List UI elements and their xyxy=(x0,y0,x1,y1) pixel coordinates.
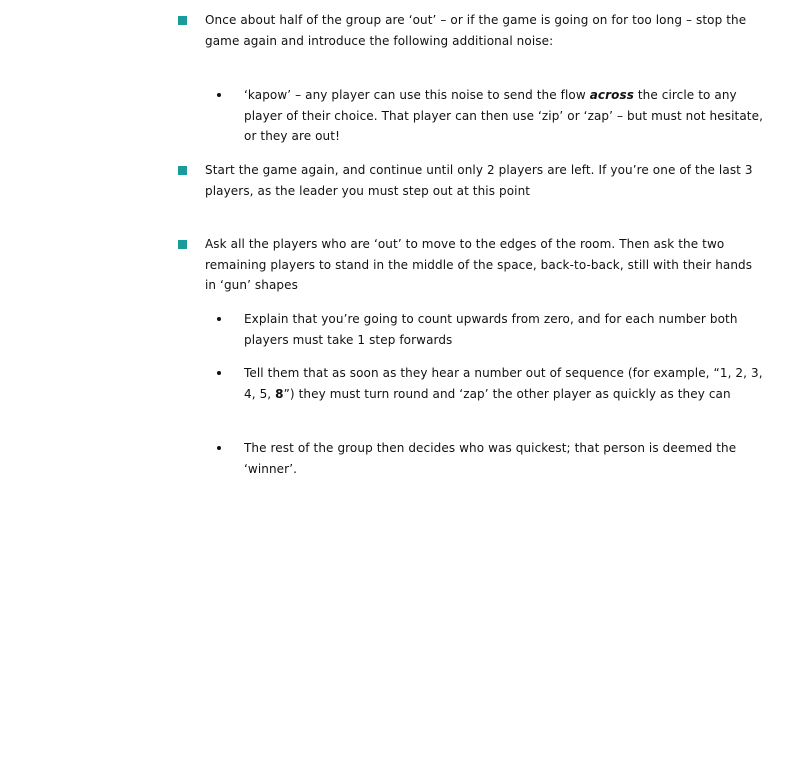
instruction-text: Start the game again, and continue until only 2 players are left. If you’re one of the last 3 players, as the leader you must step out at this point xyxy=(205,163,753,198)
dot-bullet-icon xyxy=(217,371,221,375)
kapow-text-end: the circle to any player of their choice. That player can then use ‘zip’ or ‘zap’ – but must not hesitate, or they are out! xyxy=(244,88,763,143)
dot-bullet-icon xyxy=(217,317,221,321)
sub-point-sequence xyxy=(244,363,764,404)
instruction-stop-game xyxy=(205,10,765,51)
sequence-text-start: Tell them that as soon as they hear a number out of sequence (for example, “1, 2, 3, 4, 5, xyxy=(244,366,763,401)
instruction-start-again xyxy=(205,160,765,201)
dot-bullet-icon xyxy=(217,93,221,97)
sequence-text-end: ”) they must turn round and ‘zap’ the other player as quickly as they can xyxy=(283,386,731,401)
instruction-ask-players xyxy=(205,234,765,296)
sub-point-winner xyxy=(244,438,764,479)
sub-point-text: Explain that you’re going to count upwards from zero, and for each number both players must take 1 step forwards xyxy=(244,312,738,347)
teal-square-bullet-icon xyxy=(178,166,187,175)
teal-square-bullet-icon xyxy=(178,16,187,25)
kapow-emphasis: across xyxy=(589,88,634,102)
sequence-bold-number: 8 xyxy=(275,386,284,401)
sub-point-kapow xyxy=(244,85,764,147)
instruction-text: Ask all the players who are ‘out’ to move to the edges of the room. Then ask the two remaining players to stand in the middle of the space, back-to-back, still with their hands in ‘gun’ shapes xyxy=(205,237,753,292)
kapow-text-start: ‘kapow’ – any player can use this noise to send the flow xyxy=(244,88,590,102)
sub-point-count xyxy=(244,309,764,350)
sub-point-text: The rest of the group then decides who was quickest; that person is deemed the ‘winner’. xyxy=(244,441,737,476)
instruction-text: Once about half of the group are ‘out’ – or if the game is going on for too long – stop the game again and introduce the following additional noise: xyxy=(205,13,747,48)
dot-bullet-icon xyxy=(217,446,221,450)
teal-square-bullet-icon xyxy=(178,240,187,249)
